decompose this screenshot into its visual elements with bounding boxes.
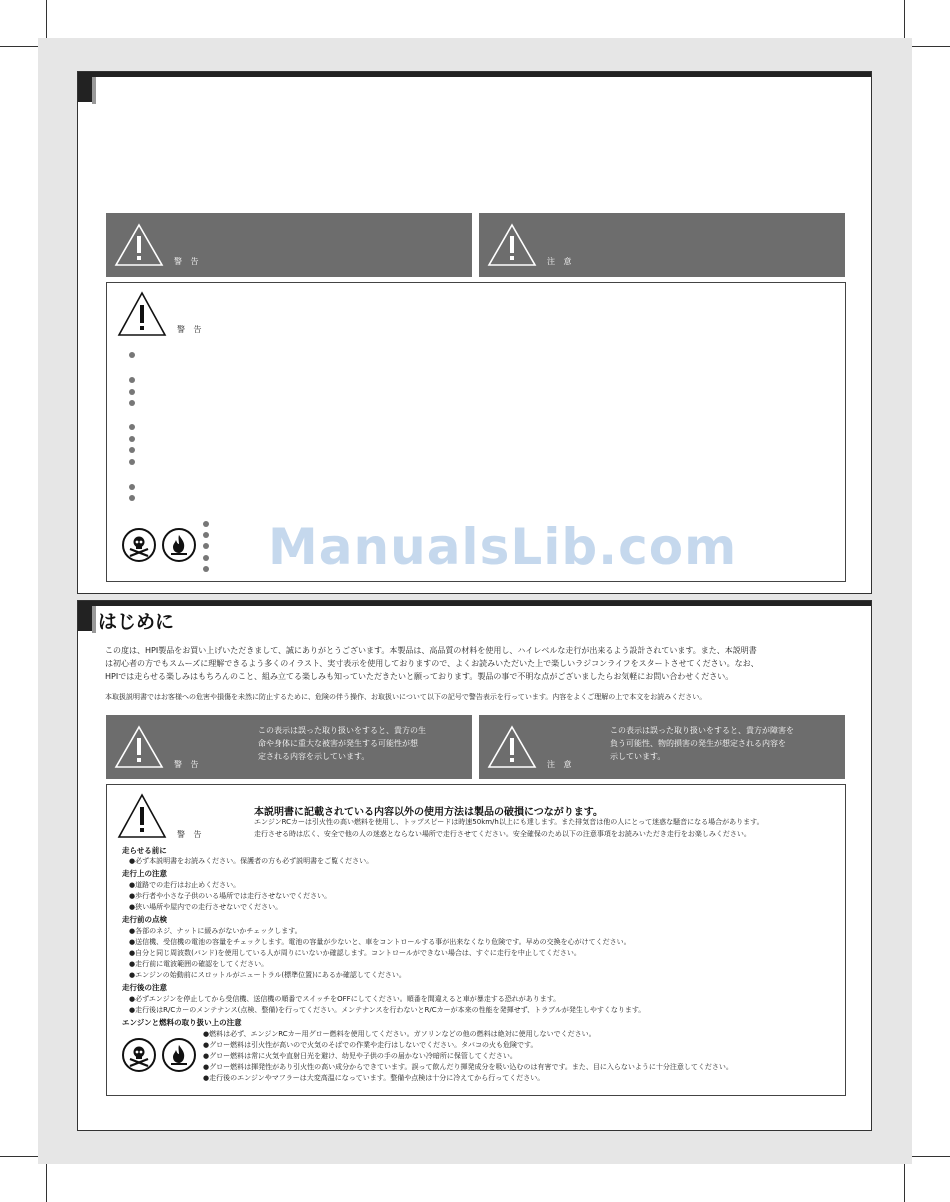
list-item: ●グロー燃料は揮発性があり引火性の高い成分からできています。誤って飲んだり揮発成分を吸い込むのは有害です。また、目に入らないように十分注意してください。 <box>203 1063 733 1071</box>
bullet-dot <box>129 459 135 465</box>
desc-line: 命や身体に重大な被害が発生する可能性が想 <box>258 739 418 748</box>
bullet-dot <box>129 484 135 490</box>
intro-line: HPIでは走らせる楽しみはもちろんのこと、組み立てる楽しみも知っていただきたいと願っております。製品の事で不明な点がございましたらお気軽にお問い合わせください。 <box>105 672 734 681</box>
warning-legend-box <box>106 213 472 277</box>
bullet-dot <box>129 436 135 442</box>
desc-line: この表示は誤った取り扱いをすると、貴方が障害を <box>610 726 794 735</box>
panel-tab <box>78 72 92 102</box>
bullet-dot <box>129 377 135 383</box>
list-item: ●必ずエンジンを停止してから受信機、送信機の順番でスイッチをOFFにしてください。順番を間違えると車が暴走する恐れがあります。 <box>129 995 561 1003</box>
section-heading: 走行上の注意 <box>122 869 167 878</box>
warning-triangle-icon <box>114 725 164 773</box>
intro-line: は初心者の方でもスムーズに理解できるよう多くのイラスト、実寸表示を使用しておりますので、よくお読みいただいた上で楽しいラジコンライフをスタートさせてください。なお、 <box>105 659 759 668</box>
warning-desc <box>258 724 426 763</box>
crop-mark <box>46 0 47 38</box>
warning-triangle-icon <box>487 223 537 271</box>
flame-icon <box>162 1038 196 1072</box>
list-item: ●必ず本説明書をお読みください。保護者の方も必ず説明書をご覧ください。 <box>129 857 374 865</box>
list-item: ●走行後のエンジンやマフラーは大変高温になっています。整備や点検は十分に冷えてから行ってください。 <box>203 1074 545 1082</box>
bullet-dot <box>129 389 135 395</box>
desc-line: 示しています。 <box>610 752 666 761</box>
list-item: ●グロー燃料は引火性が高いので火気のそばでの作業や走行はしないでください。タバコの火も危険です。 <box>203 1041 538 1049</box>
list-item: ●走行前に電波範囲の確認をしてください。 <box>129 960 269 968</box>
list-item: ●道路での走行はお止めください。 <box>129 881 241 889</box>
warning-legend-box <box>106 715 472 779</box>
list-item: ●送信機、受信機の電池の容量をチェックします。電池の容量が少ないと、車をコントロールする事が出来なくなり危険です。早めの交換を心がけてください。 <box>129 938 631 946</box>
notice-text: 本取扱説明書ではお客様への危害や損傷を未然に防止するために、危険の伴う操作、お取扱いについて以下の記号で警告表示を行っています。内容をよくご理解の上で本文をお読みください。 <box>105 693 707 701</box>
warning-subtext: 走行させる時は広く、安全で他の人の迷惑とならない場所で走行させてください。安全確保のため以下の注意事項をお読みいただき走行をお楽しみください。 <box>254 830 751 838</box>
bullet-dot <box>129 400 135 406</box>
warning-subtext: エンジンRCカーは引火性の高い燃料を使用し、トップスピードは時速50km/h以上にも達します。また排気音は他の人にとって迷惑な騒音になる場合があります。 <box>254 818 764 826</box>
crop-mark <box>912 46 950 47</box>
list-item: ●歩行者や小さな子供のいる場所では走行させないでください。 <box>129 892 332 900</box>
caution-label: 注 意 <box>547 760 575 769</box>
bullet-dot <box>203 543 209 549</box>
bottom-panel <box>77 600 872 1131</box>
bullet-dot <box>203 566 209 572</box>
list-item: ●燃料は必ず、エンジンRCカー用グロー燃料を使用してください。ガソリンなどの他の燃料は絶対に使用しないでください。 <box>203 1030 596 1038</box>
warning-label: 警 告 <box>177 830 205 839</box>
warning-label: 警 告 <box>174 257 202 266</box>
desc-line: この表示は誤った取り扱いをすると、貴方の生 <box>258 726 426 735</box>
section-heading: エンジンと燃料の取り扱い上の注意 <box>122 1018 242 1027</box>
section-heading: 走行前の点検 <box>122 915 167 924</box>
panel-header-bar <box>78 601 871 606</box>
panel-tab <box>78 601 92 631</box>
desc-line: 定される内容を示しています。 <box>258 752 370 761</box>
crop-mark <box>0 46 38 47</box>
caution-legend-box <box>479 213 845 277</box>
list-item: ●グロー燃料は常に火気や直射日光を避け、幼児や子供の手の届かない冷暗所に保管してください。 <box>203 1052 517 1060</box>
caution-desc <box>610 724 794 763</box>
bullet-dot <box>129 447 135 453</box>
list-item: ●エンジンの始動前にスロットルがニュートラル(標準位置)にあるか確認してください。 <box>129 971 406 979</box>
warning-triangle-icon <box>117 793 167 843</box>
warning-box <box>106 784 846 1096</box>
warning-triangle-icon <box>487 725 537 773</box>
watermark: ManualsLib.com <box>268 518 738 576</box>
list-item: ●自分と同じ周波数(バンド)を使用している人が周りにいないか確認します。コントロールができない場合は、すぐに走行を中止してください。 <box>129 949 581 957</box>
section-heading: 走行後の注意 <box>122 983 167 992</box>
crop-mark <box>912 1156 950 1157</box>
desc-line: 負う可能性、物的損害の発生が想定される内容を <box>610 739 786 748</box>
caution-legend-box <box>479 715 845 779</box>
panel-header-bar <box>78 72 871 77</box>
caution-label: 注 意 <box>547 257 575 266</box>
list-item: ●狭い場所や屋内での走行させないでください。 <box>129 903 283 911</box>
crop-mark <box>46 1164 47 1202</box>
bullet-dot <box>129 352 135 358</box>
warning-label: 警 告 <box>174 760 202 769</box>
skull-crossbones-icon <box>122 1038 156 1072</box>
crop-mark <box>0 1156 38 1157</box>
crop-mark <box>904 0 905 38</box>
intro-line: この度は、HPI製品をお買い上げいただきまして、誠にありがとうございます。本製品は、高品質の材料を使用し、ハイレベルな走行が出来るよう設計されています。また、本説明書 <box>105 646 757 655</box>
warning-label: 警 告 <box>177 325 205 334</box>
top-panel <box>77 71 872 594</box>
warning-title: 本説明書に記載されている内容以外の使用方法は製品の破損につながります。 <box>254 807 603 818</box>
crop-mark <box>904 1164 905 1202</box>
bullet-dot <box>203 532 209 538</box>
bullet-dot <box>203 555 209 561</box>
bullet-dot <box>129 495 135 501</box>
list-item: ●走行後はR/Cカーのメンテナンス(点検、整備)を行ってください。メンテナンスを行わないとR/Cカーが本来の性能を発揮せず、トラブルが発生しやすくなります。 <box>129 1006 646 1014</box>
warning-triangle-icon <box>117 291 167 341</box>
flame-icon <box>162 528 196 562</box>
bullet-dot <box>129 424 135 430</box>
bullet-dot <box>203 521 209 527</box>
warning-triangle-icon <box>114 223 164 271</box>
section-title: はじめに <box>98 611 175 633</box>
list-item: ●各部のネジ、ナットに緩みがないかチェックします。 <box>129 927 302 935</box>
skull-crossbones-icon <box>122 528 156 562</box>
section-heading: 走らせる前に <box>122 846 167 855</box>
